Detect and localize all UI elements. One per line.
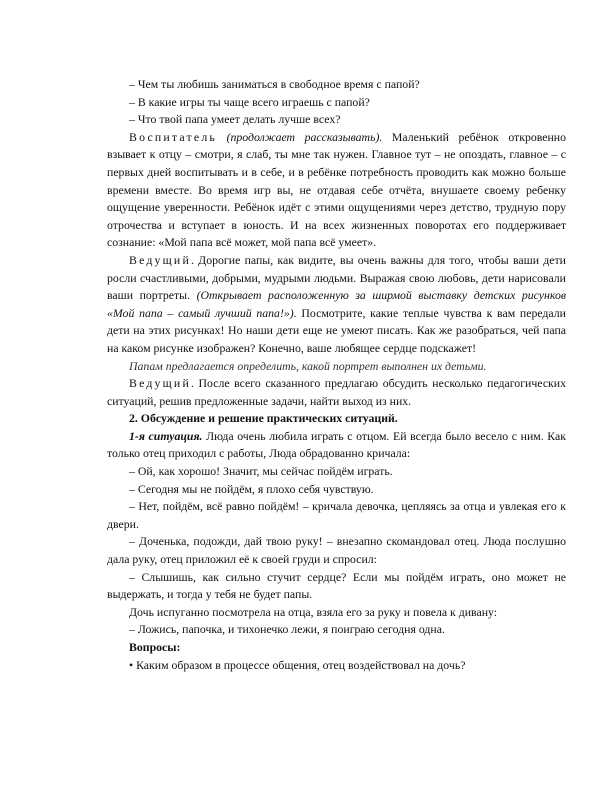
dialogue-line: – Ой, как хорошо! Значит, мы сейчас пойдём играть. (129, 464, 393, 479)
situation-intro (107, 428, 566, 463)
paragraph-text: Посмотрите, какие теплые чувства к вам передали дети на этих рисунках! Но наши дети еще не умеют писать. Как же разобраться, чей папа на каком рисунке изображен? Конечно, ваше любящее сердце подскажет! (107, 305, 566, 355)
paragraph-text: . После всего сказанного предлагаю обсудить несколько педагогических ситуаций, решив предложенные задачи, найти выход из них. (107, 376, 566, 408)
speaker-educator: Воспитатель (129, 129, 218, 144)
question-line: – Чем ты любишь заниматься в свободное время с папой? (129, 77, 420, 91)
paragraph-text: Маленький ребёнок откровенно взывает к отцу – смотри, я слаб, ты мне так нужен. Главное тут – не опоздать, главное – с первых дней воспитывать и в себе, и в ребёнке потребность проводить как можно больше времени вместе. Во время игр вы, не отдавая себе отчёта, внушаете своему ребенку ощущение уверенности. Ребёнок идёт с этими ощущениями через детство, трудную пору отрочества и вступает в юность. И на всех жизненных поворотах его поддерживает сознание: «Мой папа всё может, мой папа всё умеет». (107, 129, 567, 250)
paragraph-host-2 (107, 375, 566, 410)
dialogue-line: – Доченька, подожди, дай твою руку! – внезапно скомандовал отец. Люда послушно дала руку, отец приложил её к своей груди и спросил: (107, 534, 566, 567)
dialogue-line: – Сегодня мы не пойдём, я плохо себя чувствую. (129, 481, 374, 496)
speaker-host: Ведущий (129, 252, 191, 267)
narration-line: Дочь испуганно посмотрела на отца, взяла его за руку и повела к дивану: (129, 604, 498, 619)
paragraph-text: Люда очень любила играть с отцом. Ей всегда было весело с ним. Как только отец приходил с работы, Люда обрадованно кричала: (107, 428, 566, 461)
stage-direction: (продолжает рассказывать). (226, 129, 383, 144)
paragraph-host-1 (107, 252, 566, 358)
paragraph-text: . Дорогие папы, как видите, вы очень важны для того, чтобы ваши дети росли счастливыми, добрыми, мудрыми людьми. Выражая свою любовь, дети нарисовали ваши портреты. (107, 252, 566, 303)
question-line: – В какие игры ты чаще всего играешь с папой? (129, 94, 370, 109)
note-line: Папам предлагается определить, какой портрет выполнен их детьми. (129, 358, 487, 373)
question-line: – Что твой папа умеет делать лучше всех? (129, 112, 341, 127)
dialogue-line: – Слышишь, как сильно стучит сердце? Если мы пойдём играть, оно может не выдержать, и тогда у тебя не будет папы. (107, 569, 566, 602)
speaker-host: Ведущий (129, 376, 191, 391)
question-bullet: • Каким образом в процессе общения, отец воздействовал на дочь? (129, 657, 466, 672)
stage-direction: (Открывает расположенную за ширмой выставку детских рисунков «Мой папа – самый лучший папа!»). (107, 288, 566, 320)
section-heading: 2. Обсуждение и решение практических ситуаций. (129, 411, 398, 426)
questions-label: Вопросы: (129, 640, 181, 654)
paragraph-educator (107, 129, 566, 252)
dialogue-line: – Нет, пойдём, всё равно пойдём! – кричала девочка, цепляясь за отца и увлекая его к двери. (107, 499, 566, 531)
situation-label: 1-я ситуация. (129, 428, 203, 443)
dialogue-line: – Ложись, папочка, и тихонечко лежи, я поиграю сегодня одна. (129, 622, 445, 637)
